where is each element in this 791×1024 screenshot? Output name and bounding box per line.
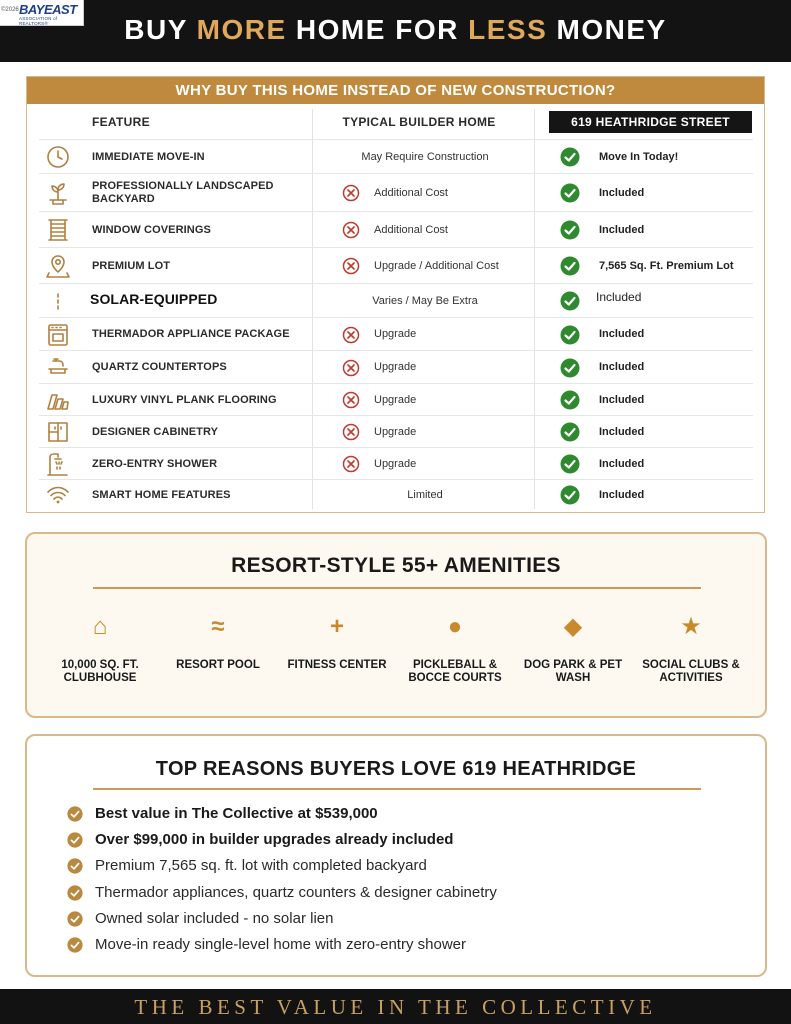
amenity-item bbox=[395, 609, 515, 685]
comparison-row bbox=[39, 415, 753, 447]
logo-copyright: ©2026 bbox=[1, 7, 19, 13]
reason-text: Owned solar included - no solar lien bbox=[95, 909, 334, 927]
shower-icon bbox=[45, 451, 71, 477]
clock-icon bbox=[45, 144, 71, 170]
planks-icon bbox=[45, 387, 71, 413]
feature-name: QUARTZ COUNTERTOPS bbox=[92, 361, 227, 373]
home-value: Included bbox=[599, 361, 645, 373]
amenity-item bbox=[631, 609, 751, 685]
faucet-icon bbox=[45, 355, 71, 381]
page-title bbox=[0, 14, 791, 46]
sun-icon bbox=[45, 288, 71, 314]
footer-bar bbox=[0, 989, 791, 1024]
comparison-row bbox=[39, 283, 753, 317]
home-value: Included bbox=[596, 289, 642, 304]
typical-value: Additional Cost bbox=[374, 186, 448, 199]
check-circle-icon bbox=[560, 358, 580, 378]
title-part-3: MONEY bbox=[547, 14, 667, 45]
diamond-icon: ◆ bbox=[563, 613, 583, 640]
amenity-label: 10,000 SQ. FT. CLUBHOUSE bbox=[61, 659, 139, 684]
x-circle-icon bbox=[342, 326, 360, 344]
house-icon: ⌂ bbox=[92, 613, 108, 640]
reason-text: Best value in The Collective at $539,000 bbox=[95, 805, 378, 822]
x-circle-icon bbox=[342, 184, 360, 202]
ball-icon: ● bbox=[447, 613, 463, 640]
typical-value: Additional Cost bbox=[374, 223, 448, 236]
comparison-row bbox=[39, 139, 753, 173]
typical-value: Upgrade bbox=[374, 393, 417, 406]
feature-name: WINDOW COVERINGS bbox=[92, 223, 211, 236]
check-circle-icon bbox=[560, 390, 580, 410]
typical-value: Varies / May Be Extra bbox=[372, 294, 478, 307]
header-bar bbox=[0, 0, 791, 62]
comparison-row bbox=[39, 317, 753, 350]
amenity-label: RESORT POOL bbox=[176, 659, 260, 671]
amenities-title: RESORT-STYLE 55+ AMENITIES bbox=[231, 554, 561, 577]
reasons-panel bbox=[25, 734, 767, 977]
check-circle-icon bbox=[560, 485, 580, 505]
feature-name: SOLAR-EQUIPPED bbox=[90, 291, 218, 307]
star-icon: ★ bbox=[680, 613, 702, 640]
logo-brand: BAYEAST bbox=[19, 2, 77, 17]
x-circle-icon bbox=[342, 423, 360, 441]
home-value: Included bbox=[599, 223, 645, 236]
amenity-label: FITNESS CENTER bbox=[287, 659, 387, 671]
reason-text: Over $99,000 in builder upgrades already included bbox=[95, 831, 454, 849]
feature-name: PROFESSIONALLY LANDSCAPED BACKYARD bbox=[92, 180, 274, 205]
comparison-banner: WHY BUY THIS HOME INSTEAD OF NEW CONSTRUCTION? bbox=[27, 77, 764, 104]
feature-name: DESIGNER CABINETRY bbox=[92, 425, 219, 438]
map-pin-icon bbox=[45, 253, 71, 279]
amenity-item bbox=[40, 609, 160, 685]
reason-text: Premium 7,565 sq. ft. lot with completed backyard bbox=[95, 857, 427, 875]
reason-text: Thermador appliances, quartz counters & designer cabinetry bbox=[95, 883, 497, 901]
comparison-row bbox=[39, 247, 753, 283]
feature-name: SMART HOME FEATURES bbox=[92, 488, 231, 501]
comparison-row bbox=[39, 350, 753, 383]
check-circle-icon bbox=[560, 325, 580, 345]
x-circle-icon bbox=[342, 257, 360, 275]
reasons-title: TOP REASONS BUYERS LOVE 619 HEATHRIDGE bbox=[155, 758, 637, 780]
check-circle-icon bbox=[67, 858, 83, 874]
home-value: Included bbox=[599, 186, 645, 199]
typical-value: Upgrade bbox=[374, 328, 417, 340]
typical-value: Upgrade / Additional Cost bbox=[374, 259, 499, 272]
title-highlight-more: MORE bbox=[196, 14, 287, 45]
title-highlight-less: LESS bbox=[468, 14, 548, 45]
title-part-1: BUY bbox=[124, 14, 197, 45]
footer-tagline: THE BEST VALUE IN THE COLLECTIVE bbox=[134, 995, 657, 1019]
check-circle-icon bbox=[560, 183, 580, 203]
check-circle-icon bbox=[560, 454, 580, 474]
comparison-row bbox=[39, 383, 753, 415]
comparison-row bbox=[39, 173, 753, 211]
plus-icon: + bbox=[329, 613, 344, 640]
feature-name: IMMEDIATE MOVE-IN bbox=[92, 150, 205, 163]
amenity-item bbox=[277, 609, 397, 672]
check-circle-icon bbox=[67, 885, 83, 901]
blinds-icon bbox=[45, 217, 71, 243]
check-circle-icon bbox=[67, 832, 83, 848]
x-circle-icon bbox=[342, 221, 360, 239]
home-value: Included bbox=[599, 328, 645, 340]
x-circle-icon bbox=[342, 391, 360, 409]
amenities-divider bbox=[93, 587, 701, 589]
amenity-label: PICKLEBALL & BOCCE COURTS bbox=[408, 659, 502, 684]
column-header-home: 619 HEATHRIDGE STREET bbox=[549, 111, 752, 133]
home-value: Included bbox=[599, 488, 645, 501]
x-circle-icon bbox=[342, 359, 360, 377]
x-circle-icon bbox=[342, 455, 360, 473]
check-circle-icon bbox=[560, 291, 580, 311]
comparison-row bbox=[39, 447, 753, 479]
check-circle-icon bbox=[560, 220, 580, 240]
check-circle-icon bbox=[67, 937, 83, 953]
feature-name: PREMIUM LOT bbox=[92, 259, 171, 272]
logo-brand-sub: ASSOCIATION of REALTORS® bbox=[19, 16, 58, 26]
reason-text: Move-in ready single-level home with zero-entry shower bbox=[95, 936, 466, 953]
typical-value: May Require Construction bbox=[361, 150, 489, 163]
title-part-2: HOME FOR bbox=[286, 14, 469, 45]
amenity-item bbox=[513, 609, 633, 685]
column-header-feature: FEATURE bbox=[92, 115, 150, 129]
reasons-divider bbox=[93, 788, 701, 790]
check-circle-icon bbox=[67, 806, 83, 822]
feature-name: THERMADOR APPLIANCE PACKAGE bbox=[92, 328, 290, 340]
home-value: Included bbox=[599, 393, 645, 406]
check-circle-icon bbox=[560, 256, 580, 276]
comparison-table bbox=[26, 76, 765, 513]
feature-name: LUXURY VINYL PLANK FLOORING bbox=[92, 393, 277, 406]
typical-value: Limited bbox=[407, 488, 443, 501]
amenity-label: SOCIAL CLUBS & ACTIVITIES bbox=[642, 659, 740, 684]
home-value: Included bbox=[599, 457, 645, 470]
amenities-panel bbox=[25, 532, 767, 718]
check-circle-icon bbox=[560, 147, 580, 167]
cabinet-icon bbox=[45, 419, 71, 445]
typical-value: Upgrade bbox=[374, 425, 417, 438]
comparison-row bbox=[39, 479, 753, 509]
column-header-typical: TYPICAL BUILDER HOME bbox=[342, 115, 496, 129]
check-circle-icon bbox=[67, 911, 83, 927]
home-value: Move In Today! bbox=[599, 150, 679, 163]
comparison-row bbox=[39, 211, 753, 247]
oven-icon bbox=[45, 322, 71, 348]
amenity-label: DOG PARK & PET WASH bbox=[523, 659, 623, 684]
amenity-item bbox=[158, 609, 278, 672]
feature-name: ZERO-ENTRY SHOWER bbox=[92, 457, 218, 470]
check-circle-icon bbox=[560, 422, 580, 442]
typical-value: Upgrade bbox=[374, 361, 417, 373]
plant-icon bbox=[45, 180, 71, 206]
typical-value: Upgrade bbox=[374, 457, 417, 470]
waves-icon: ≈ bbox=[211, 613, 225, 640]
home-value: 7,565 Sq. Ft. Premium Lot bbox=[599, 259, 734, 272]
home-value: Included bbox=[599, 425, 645, 438]
wifi-icon bbox=[45, 482, 71, 508]
